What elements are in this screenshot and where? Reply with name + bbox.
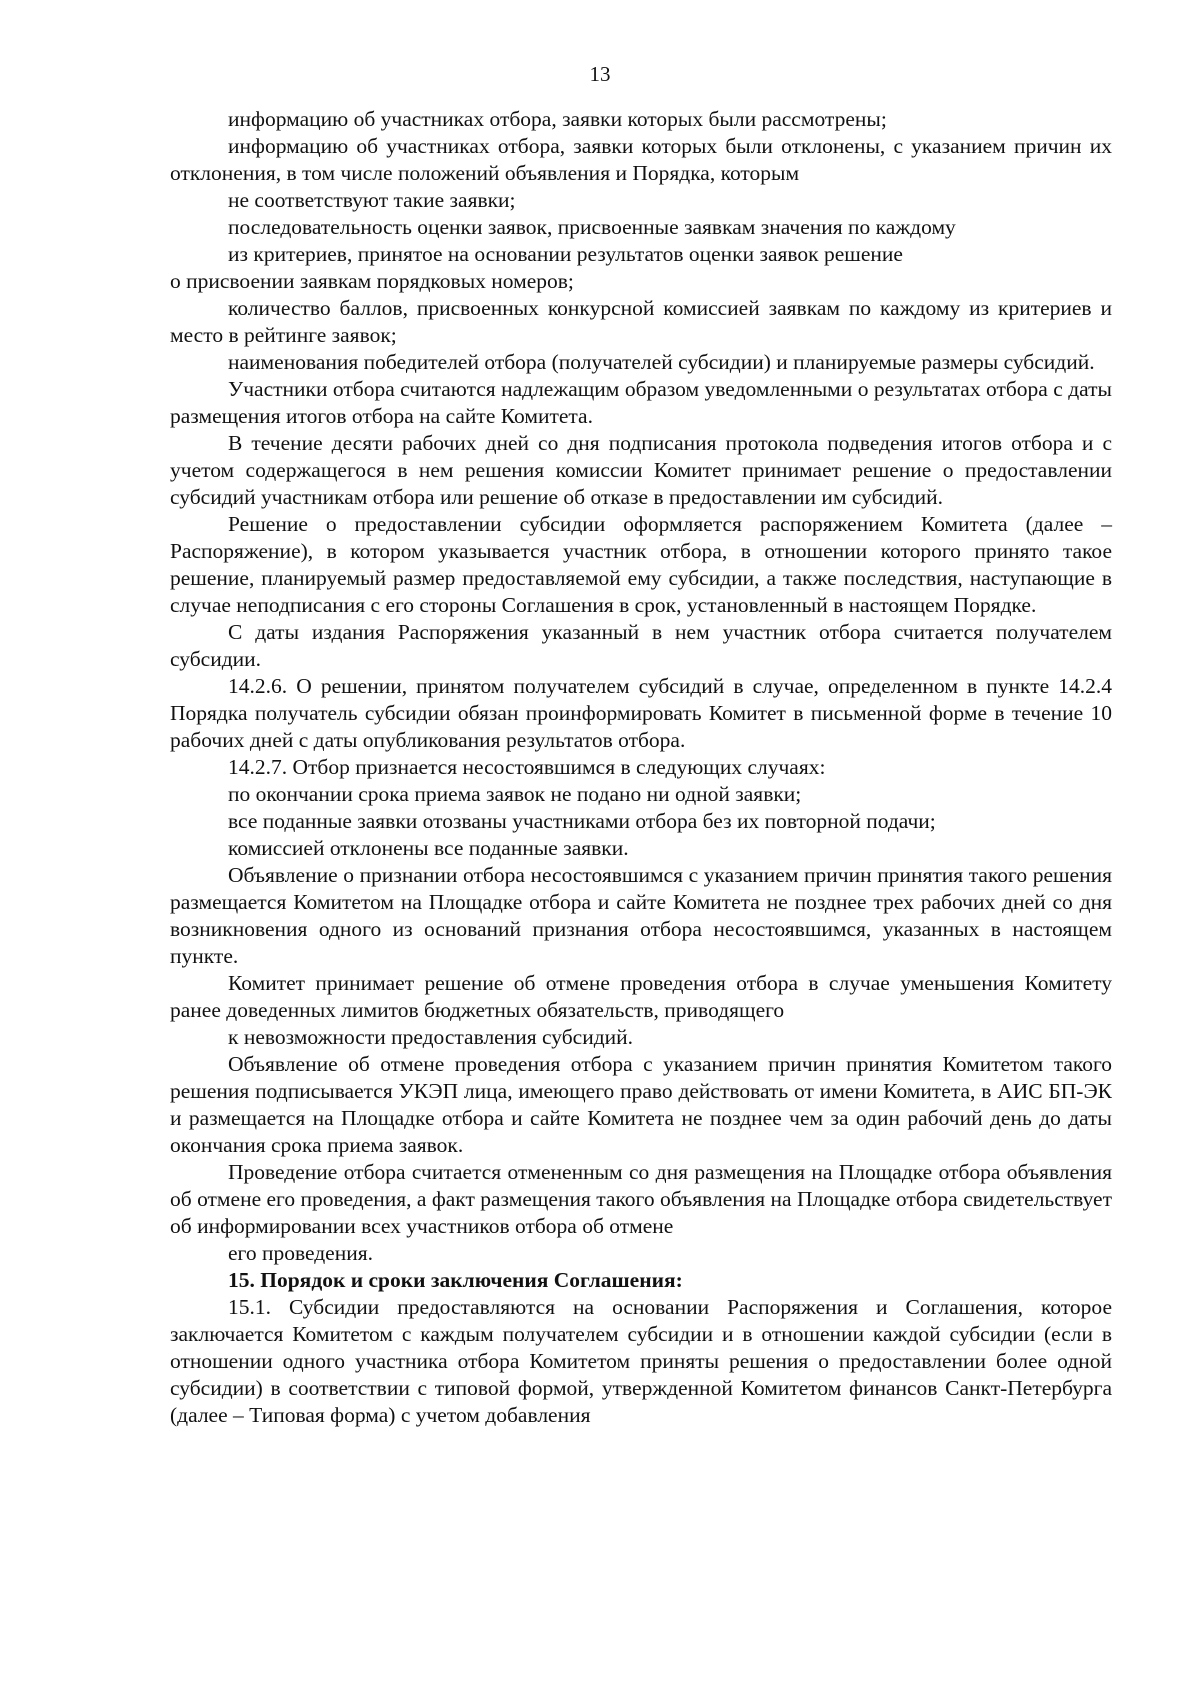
paragraph-22: Проведение отбора считается отмененным со дня размещения на Площадке отбора объявления об отмене его проведения, а факт размещения такого объявления на Площадке отбора свидетельствует об информировании всех участников отбора об отмене	[170, 1160, 1112, 1238]
section-heading: 15. Порядок и сроки заключения Соглашения:	[228, 1268, 683, 1292]
paragraph-9: Участники отбора считаются надлежащим образом уведомленными о результатах отбора с даты размещения итогов отбора на сайте Комитета.	[170, 377, 1112, 428]
paragraph-14: 14.2.7. Отбор признается несостоявшимся в следующих случаях:	[228, 755, 826, 779]
paragraph-21: Объявление об отмене проведения отбора с указанием причин принятия Комитетом такого решения подписывается УКЭП лица, имеющего право действовать от имени Комитета, в АИС БП-ЭК и размещается на Площадке отбора и сайте Комитета не позднее чем за один рабочий день до даты окончания срока приема заявок.	[170, 1052, 1112, 1157]
paragraph-2: информацию об участниках отбора, заявки которых были отклонены, с указанием причин их отклонения, в том числе положений объявления и Порядка, которым	[170, 134, 1112, 185]
paragraph-5: из критериев, принятое на основании результатов оценки заявок решение	[228, 242, 903, 266]
document-body	[170, 106, 1112, 1429]
paragraph-1: информацию об участниках отбора, заявки которых были рассмотрены;	[228, 107, 887, 131]
paragraph-17: комиссией отклонены все поданные заявки.	[228, 836, 629, 860]
page-number: 13	[589, 62, 611, 86]
paragraph-7: количество баллов, присвоенных конкурсной комиссией заявкам по каждому из критериев и место в рейтинге заявок;	[170, 296, 1112, 347]
paragraph-10: В течение десяти рабочих дней со дня подписания протокола подведения итогов отбора и с учетом содержащегося в нем решения комиссии Комитет принимает решение о предоставлении субсидий участникам отбора или решение об отказе в предоставлении им субсидий.	[170, 431, 1112, 509]
paragraph-25: 15.1. Субсидии предоставляются на основании Распоряжения и Соглашения, которое заключается Комитетом с каждым получателем субсидии и в отношении каждой субсидии (если в отношении одного участника отбора Комитетом приняты решения о предоставлении более одной субсидии) в соответствии с типовой формой, утвержденной Комитетом финансов Санкт-Петербурга (далее – Типовая форма) с учетом добавления	[170, 1295, 1112, 1427]
paragraph-23: его проведения.	[228, 1241, 373, 1265]
paragraph-13: 14.2.6. О решении, принятом получателем субсидий в случае, определенном в пункте 14.2.4 Порядка получатель субсидии обязан проинформировать Комитет в письменной форме в течение 10 рабочих дней с даты опубликования результатов отбора.	[170, 674, 1112, 752]
paragraph-19: Комитет принимает решение об отмене проведения отбора в случае уменьшения Комитету ранее доведенных лимитов бюджетных обязательств, приводящего	[170, 971, 1112, 1022]
paragraph-18: Объявление о признании отбора несостоявшимся с указанием причин принятия такого решения размещается Комитетом на Площадке отбора и сайте Комитета не позднее трех рабочих дней со дня возникновения одного из оснований признания отбора несостоявшимся, указанных в настоящем пункте.	[170, 863, 1112, 968]
paragraph-6: о присвоении заявкам порядковых номеров;	[170, 269, 574, 293]
paragraph-16: все поданные заявки отозваны участниками отбора без их повторной подачи;	[228, 809, 936, 833]
paragraph-20: к невозможности предоставления субсидий.	[228, 1025, 634, 1049]
paragraph-12: С даты издания Распоряжения указанный в нем участник отбора считается получателем субсидии.	[170, 620, 1112, 671]
paragraph-3: не соответствуют такие заявки;	[228, 188, 516, 212]
paragraph-4: последовательность оценки заявок, присвоенные заявкам значения по каждому	[228, 215, 956, 239]
paragraph-11: Решение о предоставлении субсидии оформляется распоряжением Комитета (далее – Распоряжение), в котором указывается участник отбора, в отношении которого принято такое решение, планируемый размер предоставляемой ему субсидии, а также последствия, наступающие в случае неподписания с его стороны Соглашения в срок, установленный в настоящем Порядке.	[170, 512, 1112, 617]
paragraph-15: по окончании срока приема заявок не подано ни одной заявки;	[228, 782, 802, 806]
paragraph-8: наименования победителей отбора (получателей субсидии) и планируемые размеры субсидий.	[228, 350, 1095, 374]
